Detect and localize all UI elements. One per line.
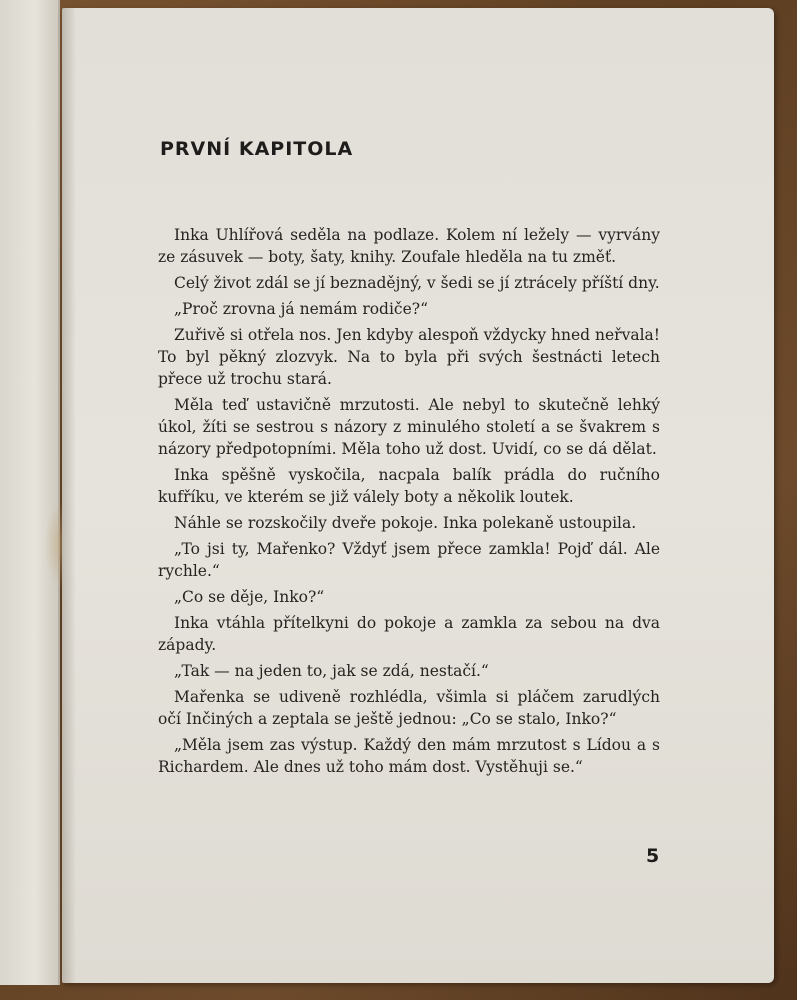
page-gutter-shadow <box>62 8 76 983</box>
paragraph: Náhle se rozskočily dveře pokoje. Inka polekaně ustoupila. <box>174 514 637 532</box>
body-text <box>158 224 660 778</box>
paragraph: Celý život zdál se jí beznadějný, v šedi se jí ztrácely příští dny. <box>174 274 660 292</box>
paragraph: Měla teď ustavičně mrzutosti. Ale nebyl to skutečně lehký úkol, žíti se sestrou s názory z minulého století a se švakrem s názory předpotopními. Měla toho už dost. Uvidí, co se dá dělat. <box>158 396 660 458</box>
page-number: 5 <box>646 845 660 867</box>
paragraph: „To jsi ty, Mařenko? Vždyť jsem přece zamkla! Pojď dál. Ale rychle.“ <box>158 540 660 580</box>
paragraph: „Tak — na jeden to, jak se zdá, nestačí.“ <box>174 662 489 680</box>
left-page <box>0 0 60 985</box>
paragraph: Mařenka se udiveně rozhlédla, všimla si pláčem zarudlých očí Inčiných a zeptala se ještě jednou: „Co se stalo, Inko?“ <box>158 688 660 728</box>
paragraph: „Měla jsem zas výstup. Každý den mám mrzutost s Lídou a s Richardem. Ale dnes už toho mám dost. Vystěhuji se.“ <box>158 736 660 776</box>
paragraph: Inka Uhlířová seděla na podlaze. Kolem ní ležely — vyrvány ze zásuvek — boty, šaty, knihy. Zoufale hleděla na tu změť. <box>158 226 660 266</box>
paragraph: Inka vtáhla přítelkyni do pokoje a zamkla za sebou na dva západy. <box>158 614 660 654</box>
paragraph: Zuřivě si otřela nos. Jen kdyby alespoň vždycky hned neřvala! To byl pěkný zlozvyk. Na to byla při svých šestnácti letech přece už trochu stará. <box>158 326 661 388</box>
chapter-title: PRVNÍ KAPITOLA <box>160 138 354 160</box>
paragraph: „Proč zrovna já nemám rodiče?“ <box>174 300 429 318</box>
paragraph: Inka spěšně vyskočila, nacpala balík prádla do ručního kufříku, ve kterém se již válely boty a několik loutek. <box>158 466 660 506</box>
paragraph: „Co se děje, Inko?“ <box>174 588 325 606</box>
